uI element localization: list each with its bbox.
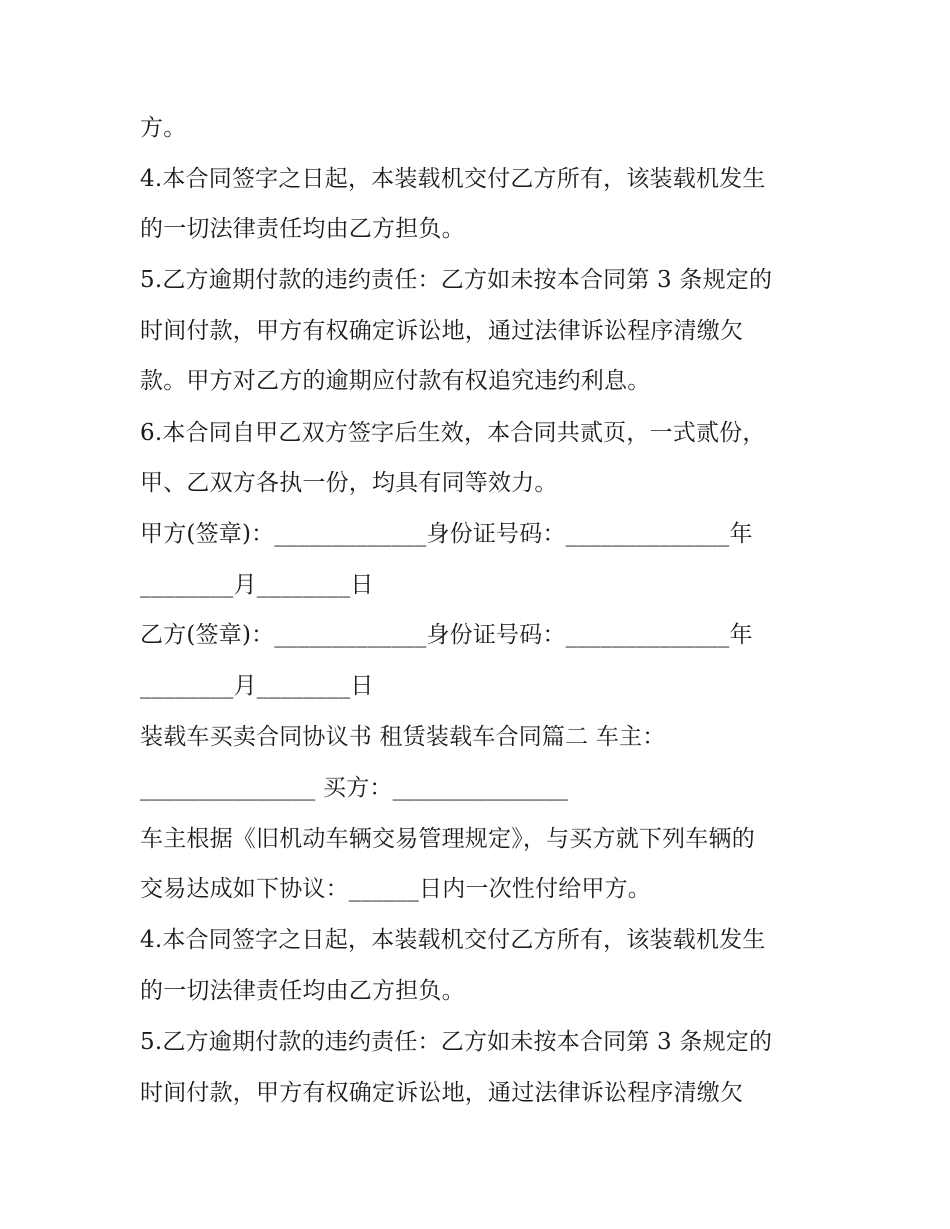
text-line: 的一切法律责任均由乙方担负。 xyxy=(140,978,465,1004)
text-line: 的一切法律责任均由乙方担负。 xyxy=(140,216,465,242)
text-line: 交易达成如下协议：______日内一次性付给甲方。 xyxy=(140,876,651,902)
text-line: 款。甲方对乙方的逾期应付款有权追究违约利息。 xyxy=(140,368,651,394)
text-line: 甲、乙双方各执一份，均具有同等效力。 xyxy=(140,470,558,496)
signature-line-party-a: 甲方(签章)：_____________身份证号码：______________年 xyxy=(140,521,753,547)
date-line-party-a: ________月________日 xyxy=(140,572,374,598)
text-line: 4.本合同签字之日起，本装载机交付乙方所有，该装载机发生 xyxy=(140,927,766,953)
signature-line-party-b: 乙方(签章)：_____________身份证号码：______________年 xyxy=(140,622,753,648)
text-line: 时间付款，甲方有权确定诉讼地，通过法律诉讼程序清缴欠 xyxy=(140,318,744,344)
text-line: 5.乙方逾期付款的违约责任：乙方如未按本合同第 3 条规定的 xyxy=(140,267,773,293)
text-line: 4.本合同签字之日起，本装载机交付乙方所有，该装载机发生 xyxy=(140,166,766,192)
text-line: 5.乙方逾期付款的违约责任：乙方如未按本合同第 3 条规定的 xyxy=(140,1029,773,1055)
text-line: 时间付款，甲方有权确定诉讼地，通过法律诉讼程序清缴欠 xyxy=(140,1080,744,1106)
text-line: 6.本合同自甲乙双方签字后生效，本合同共贰页，一式贰份， xyxy=(140,420,766,446)
text-line: 车主根据《旧机动车辆交易管理规定》，与买方就下列车辆的 xyxy=(140,826,755,852)
date-line-party-b: ________月________日 xyxy=(140,673,374,699)
text-line: 方。 xyxy=(140,115,187,141)
owner-buyer-line: _______________ 买方：_______________ xyxy=(140,775,569,801)
section-heading-line: 装载车买卖合同协议书 租赁装载车合同篇二 车主： xyxy=(140,724,666,750)
